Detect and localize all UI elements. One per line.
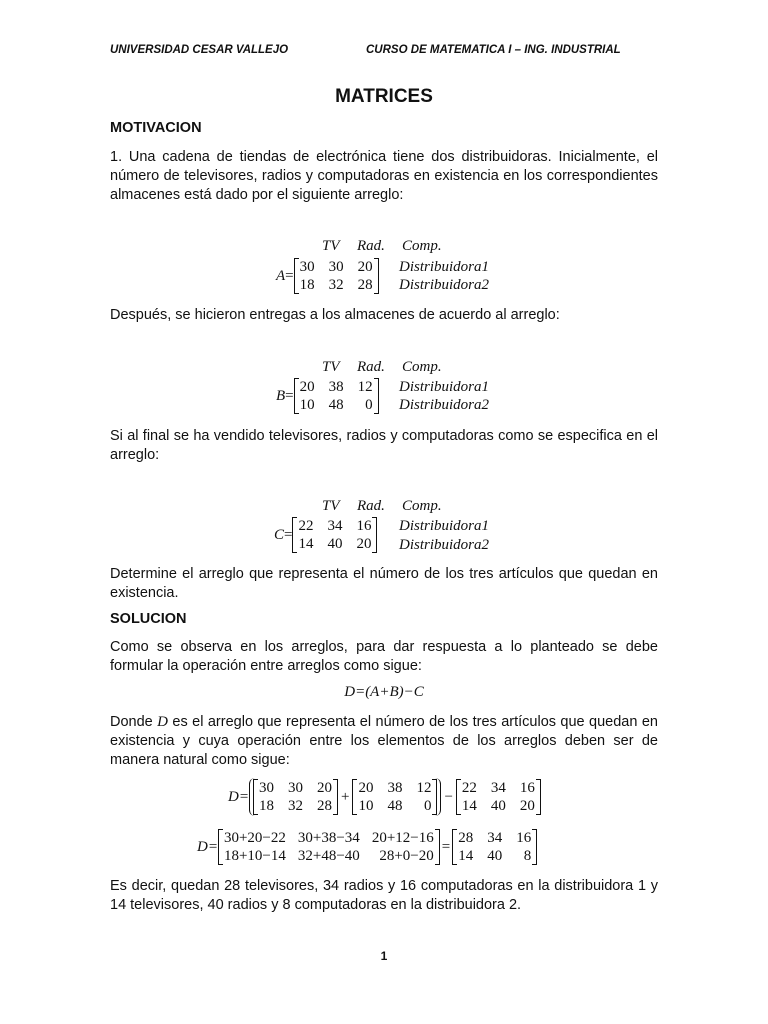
col-header-tv: TV — [322, 238, 340, 254]
matrix-cell: 14 — [298, 536, 314, 552]
matrix-cell: 32 — [328, 277, 344, 293]
matrix-cell: 0 — [365, 397, 373, 413]
matrix-cell: 34 — [490, 780, 506, 796]
col-header-tv: TV — [322, 359, 340, 375]
col-header-rad: Rad. — [357, 498, 385, 514]
matrix-cell: 14 — [458, 848, 474, 864]
matrix-cell: 40 — [487, 848, 503, 864]
matrix-cell: 22 — [461, 780, 477, 796]
matrix-cell: 20+12−16 — [371, 830, 434, 846]
col-header-tv: TV — [322, 498, 340, 514]
matrix-cell: 30 — [299, 259, 315, 275]
col-header-rad: Rad. — [357, 359, 385, 375]
matrix-c — [292, 517, 377, 553]
matrix-cell: 30 — [287, 780, 303, 796]
equals-sign: = — [285, 267, 294, 284]
matrix-cell: 20 — [358, 780, 374, 796]
expression-2 — [197, 829, 537, 865]
paragraph-sales: Si al final se ha vendido televisores, radios y computadoras como se especifica en el arreglo: — [110, 428, 658, 463]
matrix-cell: 20 — [299, 379, 315, 395]
matrix-cell: 34 — [327, 518, 343, 534]
col-header-rad: Rad. — [357, 238, 385, 254]
page-number: 1 — [380, 949, 388, 963]
matrix-cell: 18 — [258, 798, 274, 814]
matrix-cell: 0 — [423, 798, 432, 814]
matrix-cell: 20 — [316, 780, 332, 796]
matrix-cell: 10 — [358, 798, 374, 814]
matrix-cell: 12 — [416, 780, 432, 796]
paragraph-deliveries: Después, se hicieron entregas a los almacenes de acuerdo al arreglo: — [110, 307, 560, 323]
equals-sign: = — [284, 526, 293, 543]
row-label-distribuidora1: Distribuidora1 — [399, 379, 490, 395]
matrix-cell: 32+48−40 — [297, 848, 360, 864]
matrix-a-copy — [253, 779, 338, 815]
matrix-cell: 38 — [387, 780, 403, 796]
matrix-cell: 40 — [490, 798, 506, 814]
heading-solucion: SOLUCION — [110, 611, 187, 627]
matrix-c-copy — [456, 779, 541, 815]
matrix-c-name: C — [274, 526, 285, 543]
matrix-cell: 32 — [287, 798, 303, 814]
matrix-cell: 38 — [328, 379, 344, 395]
row-label-distribuidora1: Distribuidora1 — [399, 518, 490, 534]
matrix-a-block — [276, 258, 379, 294]
paragraph-question: Determine el arreglo que representa el número de los tres artículos que quedan en existencia. — [110, 566, 658, 601]
text-fragment: Donde — [110, 714, 158, 730]
matrix-b-copy — [352, 779, 437, 815]
col-header-comp: Comp. — [402, 498, 442, 514]
matrix-cell: 30 — [258, 780, 274, 796]
equals-sign: = — [441, 838, 451, 855]
matrix-cell: 16 — [516, 830, 532, 846]
matrix-cell: 8 — [523, 848, 532, 864]
paragraph-conclusion: Es decir, quedan 28 televisores, 34 radios y 16 computadoras en la distribuidora 1 y 14 televisores, 40 radios y 8 computadoras en la distribuidora 2. — [110, 878, 658, 913]
col-header-comp: Comp. — [402, 238, 442, 254]
parenthesis-group — [249, 778, 441, 816]
matrix-cell: 14 — [461, 798, 477, 814]
matrix-a — [294, 258, 379, 294]
matrix-cell: 34 — [487, 830, 503, 846]
matrix-cell: 16 — [356, 518, 372, 534]
matrix-c-block — [274, 517, 377, 553]
paragraph-solution-intro: Como se observa en los arreglos, para dar respuesta a lo planteado se debe formular la operación entre arreglos como sigue: — [110, 639, 658, 674]
matrix-cell: 20 — [357, 259, 373, 275]
matrix-cell: 30 — [328, 259, 344, 275]
page-title: MATRICES — [335, 86, 433, 107]
matrix-cell: 20 — [519, 798, 535, 814]
matrix-cell: 48 — [387, 798, 403, 814]
paragraph-where-d — [110, 713, 658, 770]
matrix-cell: 12 — [357, 379, 373, 395]
matrix-cell: 20 — [356, 536, 372, 552]
matrix-cell: 30+20−22 — [223, 830, 286, 846]
variable-d: D — [157, 714, 168, 730]
header-course: CURSO DE MATEMATICA I – ING. INDUSTRIAL — [366, 44, 621, 56]
row-label-distribuidora2: Distribuidora2 — [399, 537, 490, 553]
matrix-cell: 28 — [458, 830, 474, 846]
matrix-cell: 48 — [328, 397, 344, 413]
matrix-b — [294, 378, 379, 414]
paragraph-intro: 1. Una cadena de tiendas de electrónica tiene dos distribuidoras. Inicialmente, el número de televisores, radios y computadoras en existencia en los correspondientes almacenes está dado por el siguiente arreglo: — [110, 149, 658, 203]
matrix-b-name: B — [276, 387, 286, 404]
matrix-cell: 18+10−14 — [223, 848, 286, 864]
formula-d: D=(A+B)−C — [344, 684, 424, 700]
header-university: UNIVERSIDAD CESAR VALLEJO — [110, 44, 289, 56]
row-label-distribuidora1: Distribuidora1 — [399, 259, 490, 275]
expression-1-lhs: D= — [228, 788, 249, 805]
matrix-a-name: A — [276, 267, 286, 284]
matrix-cell: 18 — [299, 277, 315, 293]
matrix-cell: 28 — [316, 798, 332, 814]
matrix-cell: 22 — [298, 518, 314, 534]
matrix-cell: 16 — [519, 780, 535, 796]
matrix-result — [452, 829, 537, 865]
matrix-cell: 40 — [327, 536, 343, 552]
plus-sign: + — [340, 788, 350, 805]
row-label-distribuidora2: Distribuidora2 — [399, 397, 490, 413]
heading-motivacion: MOTIVACION — [110, 120, 202, 136]
minus-sign: − — [444, 788, 453, 805]
matrix-computation — [218, 829, 440, 865]
matrix-cell: 30+38−34 — [297, 830, 360, 846]
row-label-distribuidora2: Distribuidora2 — [399, 277, 490, 293]
matrix-cell: 10 — [299, 397, 315, 413]
text-fragment: es el arreglo que representa el número de los tres artículos que quedan en existencia y cuya operación entre los elementos de los arreglos deben ser de manera natural como sigue: — [110, 714, 658, 768]
equals-sign: = — [285, 387, 294, 404]
expression-2-lhs: D= — [197, 838, 218, 855]
matrix-cell: 28+0−20 — [379, 848, 434, 864]
matrix-b-block — [276, 378, 379, 414]
matrix-cell: 28 — [357, 277, 373, 293]
col-header-comp: Comp. — [402, 359, 442, 375]
expression-1 — [228, 778, 541, 816]
